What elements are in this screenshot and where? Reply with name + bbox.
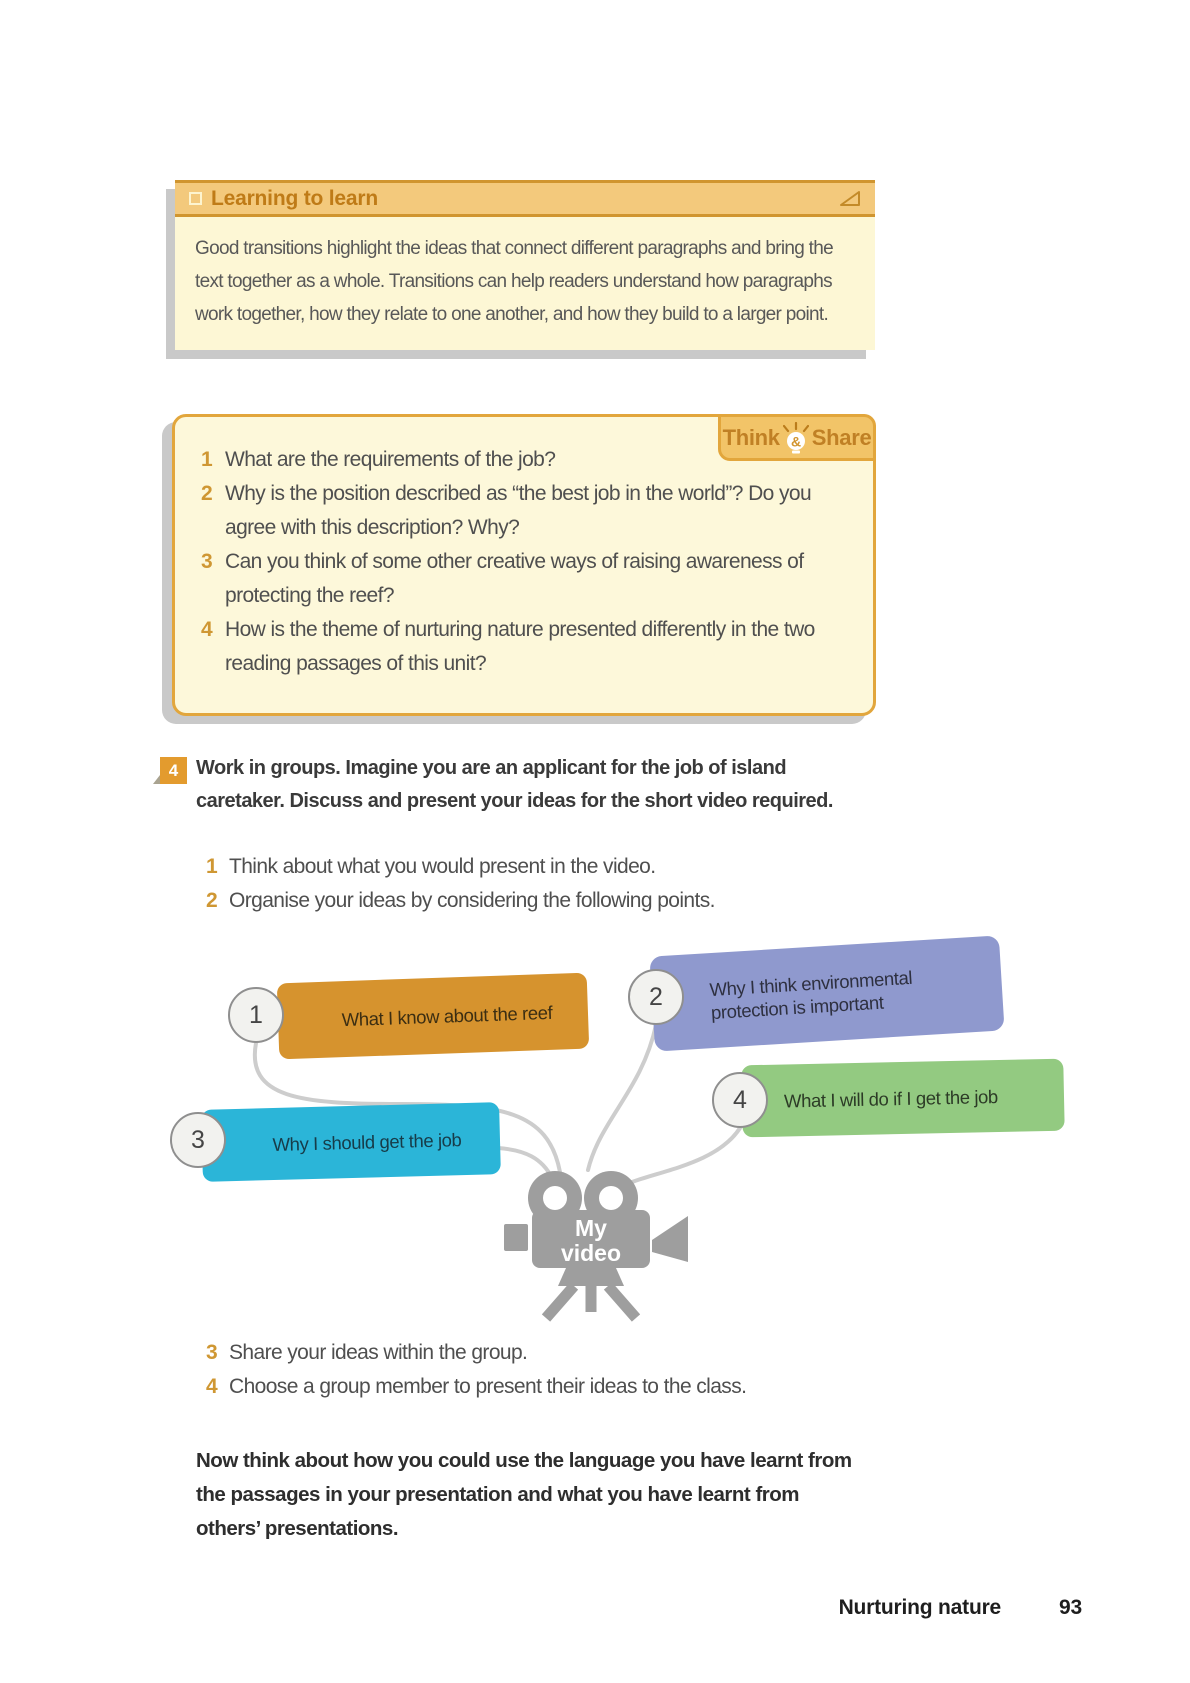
- share-label: Share: [811, 424, 872, 450]
- question-number: 2: [201, 482, 213, 505]
- mindmap-node-know-reef: [277, 973, 589, 1060]
- mindmap-node-what-i-will-do: [741, 1059, 1064, 1138]
- question-number: 4: [201, 618, 213, 641]
- mindmap-circle-3: 3: [170, 1112, 226, 1168]
- learning-box-title: Learning to learn: [211, 186, 378, 210]
- step-number: 2: [206, 889, 218, 912]
- mindmap-node-label: What I know about the reef: [341, 1001, 553, 1030]
- question-text: Can you think of some other creative ways of raising awareness of protecting the reef?: [225, 550, 804, 607]
- mindmap-node-label: What I will do if I get the job: [783, 1085, 999, 1111]
- mindmap-circle-4: 4: [712, 1072, 768, 1128]
- video-camera-icon: [480, 1160, 710, 1327]
- step-number: 1: [206, 855, 218, 878]
- mindmap-node-label: Why I should get the job: [272, 1128, 462, 1155]
- activity-steps-top: [206, 850, 715, 918]
- closing-note: Now think about how you could use the language you have learnt from the passages in your presentation and what you have learnt from others’ presentations.: [196, 1449, 852, 1540]
- triangle-corner-icon: [839, 190, 861, 207]
- ampersand-glyph: &: [790, 433, 801, 449]
- step-row: [206, 1370, 746, 1404]
- camera-label-line2: video: [560, 1240, 622, 1266]
- mindmap-node-environment: [649, 935, 1004, 1051]
- learning-box-header: [175, 180, 875, 217]
- think-label: Think: [722, 424, 780, 450]
- activity-steps-bottom: [206, 1336, 746, 1404]
- question-number: 1: [201, 448, 213, 471]
- learning-to-learn-box: [175, 180, 875, 350]
- mindmap-circle-2: 2: [628, 969, 684, 1025]
- think-share-box: [172, 414, 876, 716]
- step-row: [206, 1336, 746, 1370]
- lightbulb-ampersand-icon: [783, 422, 809, 454]
- unit-title: Nurturing nature: [838, 1596, 1002, 1619]
- mindmap-circle-1: 1: [228, 987, 284, 1043]
- square-bullet-icon: [189, 192, 202, 205]
- page-number: 93: [1059, 1596, 1082, 1619]
- question-text: Why is the position described as “the best job in the world”? Do you agree with this description? Why?: [225, 482, 812, 539]
- activity-instruction: Work in groups. Imagine you are an applicant for the job of island caretaker. Discuss and present your ideas for the short video required.: [196, 757, 833, 812]
- learning-box-body: Good transitions highlight the ideas that connect different paragraphs and bring the text together as a whole. Transitions can help readers understand how paragraphs work together, how they relate to one another, and how they build to a larger point.: [195, 238, 833, 325]
- step-row: [206, 850, 715, 884]
- step-text: Share your ideas within the group.: [229, 1341, 528, 1364]
- mindmap-node-label: Why I think environmental protection is important: [708, 966, 913, 1023]
- question-text: How is the theme of nurturing nature presented differently in the two reading passages of this unit?: [225, 618, 815, 675]
- think-share-tab: [718, 414, 876, 461]
- camera-label-line1: My: [575, 1215, 607, 1241]
- mindmap-node-why-me: [201, 1102, 501, 1182]
- question-number: 3: [201, 550, 213, 573]
- step-text: Think about what you would present in the video.: [229, 855, 656, 878]
- question-row: [201, 477, 855, 545]
- question-row: [201, 613, 855, 681]
- step-row: [206, 884, 715, 918]
- step-text: Organise your ideas by considering the following points.: [229, 889, 715, 912]
- step-text: Choose a group member to present their ideas to the class.: [229, 1375, 747, 1398]
- question-text: What are the requirements of the job?: [225, 448, 556, 471]
- activity-number-badge: 4: [160, 757, 187, 784]
- step-number: 3: [206, 1341, 218, 1364]
- step-number: 4: [206, 1375, 218, 1398]
- question-row: [201, 545, 855, 613]
- page-footer: [0, 1596, 1082, 1620]
